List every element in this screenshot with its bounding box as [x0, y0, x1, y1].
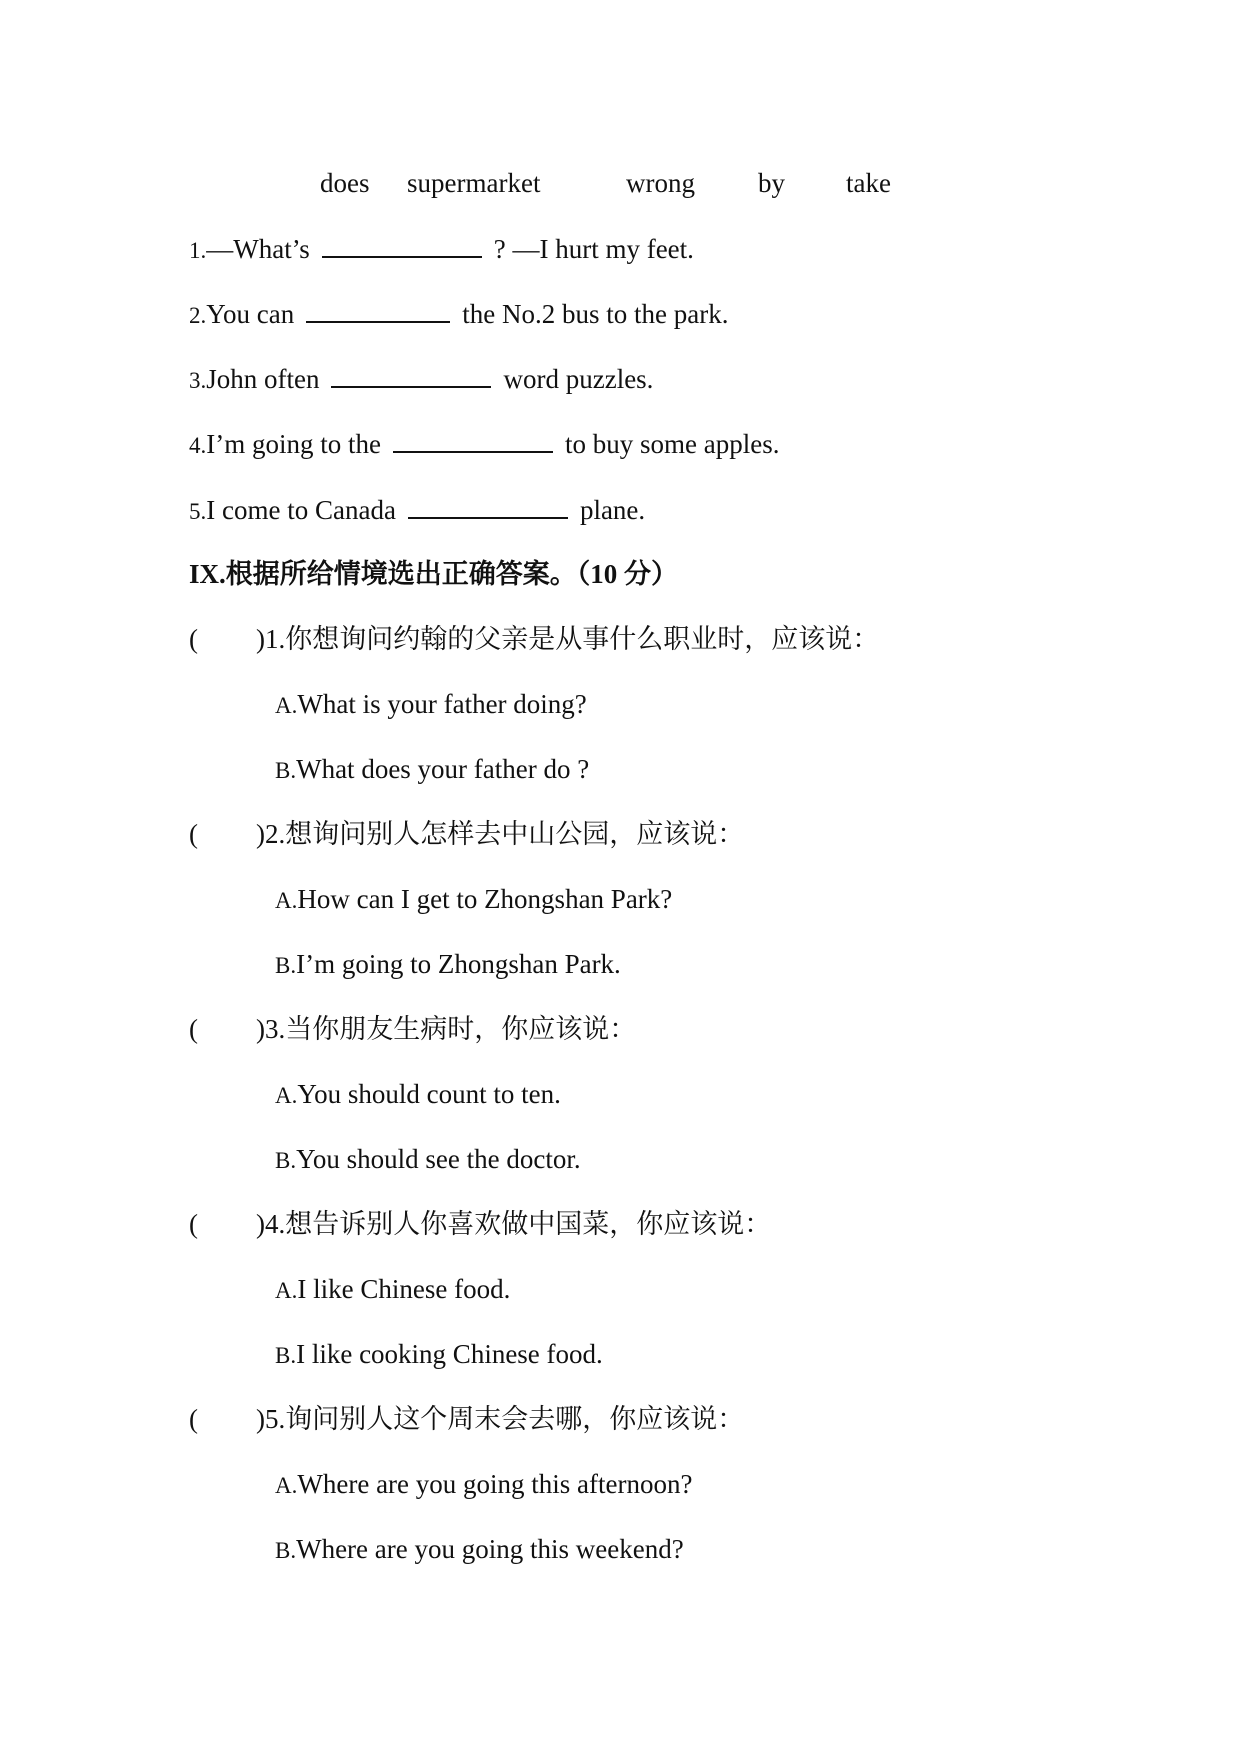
question-text: 2.想询问别人怎样去中山公园，应该说： — [265, 819, 745, 849]
option-a — [275, 1273, 510, 1307]
option-a — [275, 1078, 561, 1112]
option-label: B. — [275, 1148, 297, 1173]
option-text: Where are you going this afternoon? — [297, 1469, 693, 1499]
word-bank-item: does — [320, 168, 370, 198]
answer-paren-open: ( — [189, 624, 198, 654]
sentence-start: I’m going to the — [206, 429, 381, 459]
sentence-end: to buy some apples. — [564, 429, 780, 459]
answer-paren-close: ) — [256, 624, 265, 654]
item-number: 2. — [189, 303, 207, 328]
option-text: I like Chinese food. — [297, 1274, 511, 1304]
answer-blank[interactable] — [306, 297, 450, 323]
question-stem — [256, 1208, 771, 1240]
question-stem — [256, 818, 744, 850]
answer-paren-close: ) — [256, 1014, 265, 1044]
fill-in-item — [189, 232, 694, 267]
option-text: What is your father doing? — [297, 689, 587, 719]
fill-in-item — [189, 297, 728, 332]
option-label: A. — [275, 693, 298, 718]
sentence-start: You can — [206, 299, 295, 329]
option-text: How can I get to Zhongshan Park? — [297, 884, 673, 914]
option-a — [275, 688, 587, 722]
option-a — [275, 1468, 692, 1502]
question-stem — [256, 623, 879, 655]
option-text: I like cooking Chinese food. — [296, 1339, 603, 1369]
option-label: B. — [275, 1538, 297, 1563]
option-b — [275, 1338, 603, 1372]
sentence-end: ? —I hurt my feet. — [493, 234, 694, 264]
word-bank-item: take — [846, 168, 891, 198]
item-number: 4. — [189, 433, 207, 458]
sentence-end: the No.2 bus to the park. — [462, 299, 729, 329]
question-text: 4.想告诉别人你喜欢做中国菜，你应该说： — [265, 1209, 772, 1239]
option-text: You should see the doctor. — [296, 1144, 581, 1174]
fill-in-item — [189, 362, 653, 397]
answer-blank[interactable] — [331, 362, 491, 388]
question-stem — [256, 1013, 636, 1045]
fill-in-item — [189, 427, 779, 462]
option-label: A. — [275, 888, 298, 913]
option-label: A. — [275, 1473, 298, 1498]
item-number: 1. — [189, 238, 207, 263]
answer-paren-open: ( — [189, 1404, 198, 1434]
sentence-start: John often — [206, 364, 320, 394]
option-b — [275, 1533, 684, 1567]
question-stem — [256, 1403, 744, 1435]
option-text: You should count to ten. — [297, 1079, 561, 1109]
sentence-start: I come to Canada — [206, 495, 396, 525]
answer-paren-close: ) — [256, 1404, 265, 1434]
question-text: 5.询问别人这个周末会去哪，你应该说： — [265, 1404, 745, 1434]
option-text: Where are you going this weekend? — [296, 1534, 684, 1564]
answer-blank[interactable] — [322, 232, 482, 258]
sentence-end: word puzzles. — [503, 364, 654, 394]
answer-paren-close: ) — [256, 819, 265, 849]
option-label: B. — [275, 1343, 297, 1368]
question-text: 3.当你朋友生病时，你应该说： — [265, 1014, 637, 1044]
word-bank-item: wrong — [626, 168, 695, 198]
answer-blank[interactable] — [393, 427, 553, 453]
option-text: I’m going to Zhongshan Park. — [296, 949, 621, 979]
option-b — [275, 1143, 581, 1177]
answer-paren-open: ( — [189, 1209, 198, 1239]
word-bank-item: supermarket — [407, 168, 541, 198]
option-label: B. — [275, 758, 297, 783]
item-number: 5. — [189, 499, 207, 524]
option-b — [275, 753, 589, 787]
option-label: B. — [275, 953, 297, 978]
item-number: 3. — [189, 368, 207, 393]
answer-blank[interactable] — [408, 493, 568, 519]
section-heading: IX.根据所给情境选出正确答案。（10 分） — [189, 559, 679, 589]
word-bank-item: by — [758, 168, 785, 198]
fill-in-item — [189, 493, 645, 528]
option-label: A. — [275, 1083, 298, 1108]
option-label: A. — [275, 1278, 298, 1303]
sentence-end: plane. — [579, 495, 646, 525]
answer-paren-close: ) — [256, 1209, 265, 1239]
sentence-start: —What’s — [206, 234, 310, 264]
option-a — [275, 883, 672, 917]
answer-paren-open: ( — [189, 1014, 198, 1044]
answer-paren-open: ( — [189, 819, 198, 849]
option-b — [275, 948, 621, 982]
question-text: 1.你想询问约翰的父亲是从事什么职业时，应该说： — [265, 624, 880, 654]
option-text: What does your father do ? — [296, 754, 590, 784]
